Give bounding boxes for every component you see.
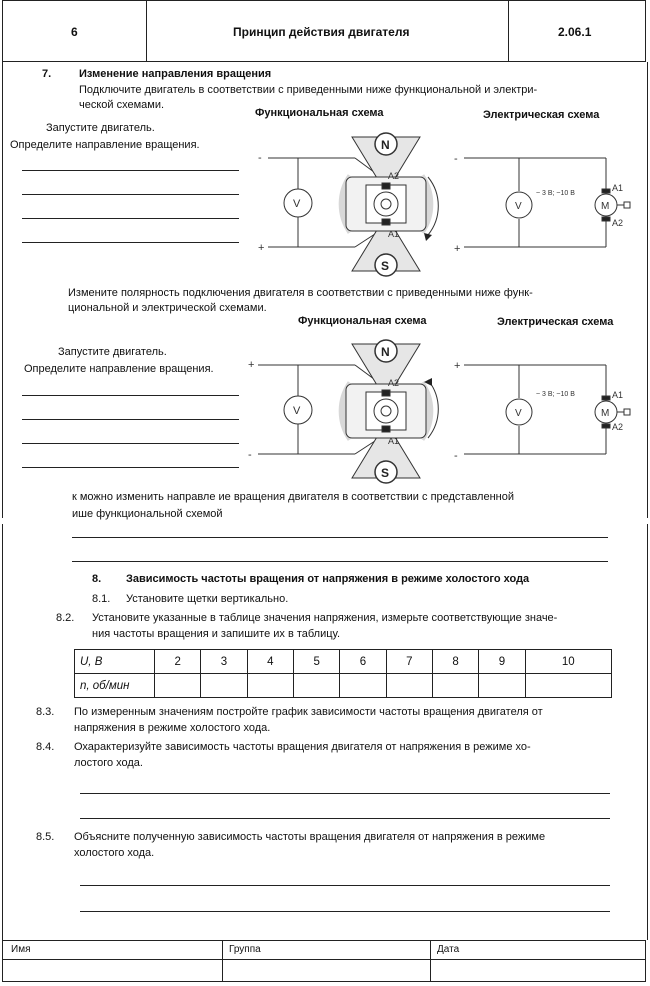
- terminal-a1-label: A1: [612, 390, 624, 400]
- north-pole-label: N: [381, 138, 390, 152]
- table-cell-speed-input[interactable]: [432, 674, 478, 698]
- item-8-3-line1: По измеренным значениям постройте график зависимости частоты вращения двигателя от: [74, 706, 543, 718]
- table-cell-speed-input[interactable]: [386, 674, 432, 698]
- answer-line[interactable]: [22, 419, 239, 420]
- footer-group-field[interactable]: [223, 960, 430, 981]
- plus-sign: +: [454, 360, 461, 372]
- answer-line[interactable]: [22, 218, 239, 219]
- electrical-diagram: [454, 153, 630, 255]
- voltage-range: ~ 3 В; ~10 В: [536, 391, 575, 398]
- page-number: 6: [71, 25, 78, 39]
- table-cell-speed-input[interactable]: [340, 674, 386, 698]
- motor-label: M: [601, 408, 610, 419]
- answer-line[interactable]: [22, 443, 239, 444]
- terminal-a1-label: A1: [388, 229, 400, 239]
- answer-line[interactable]: [72, 561, 608, 562]
- table-cell-speed-input[interactable]: [293, 674, 339, 698]
- item-8-2-line2: ния частоты вращения и запишите их в таблицу.: [92, 628, 341, 640]
- voltmeter-label: V: [293, 405, 301, 417]
- table-header-speed: n, об/мин: [75, 674, 155, 698]
- section-7-title: Изменение направления вращения: [79, 68, 272, 80]
- item-8-3-number: 8.3.: [36, 706, 55, 718]
- answer-line[interactable]: [80, 818, 610, 819]
- brush-top: [382, 183, 390, 189]
- plus-sign: +: [454, 243, 461, 255]
- footer-table: [2, 940, 646, 982]
- question-line1: к можно изменить направле ие вращения двигателя в соответствии с представленной: [72, 491, 515, 503]
- instruction-determine: Определите направление вращения.: [24, 363, 214, 375]
- header-table: [2, 0, 646, 62]
- answer-line[interactable]: [22, 395, 239, 396]
- north-pole-label: N: [381, 345, 390, 359]
- item-8-5-number: 8.5.: [36, 831, 55, 843]
- item-8-5-line1: Объясните полученную зависимость частоты вращения двигателя от напряжения в режиме: [74, 831, 546, 843]
- item-8-4-number: 8.4.: [36, 741, 55, 753]
- motor-label: M: [601, 201, 610, 212]
- electrical-diagram: [454, 360, 630, 462]
- instruction-determine: Определите направление вращения.: [10, 139, 200, 151]
- item-8-4-line2: лостого хода.: [74, 757, 143, 769]
- table-cell-voltage: 9: [479, 650, 525, 674]
- answer-line[interactable]: [22, 194, 239, 195]
- plus-sign: +: [258, 242, 265, 254]
- polarity-text-line2: циональной и электрической схемами.: [68, 302, 267, 314]
- diagram-1: [240, 125, 650, 285]
- page-title: Принцип действия двигателя: [233, 25, 410, 39]
- header-divider: [146, 1, 147, 61]
- south-pole-label: S: [381, 466, 390, 480]
- voltage-range: ~ 3 В; ~10 В: [536, 190, 575, 197]
- table-row: [75, 674, 612, 698]
- question-line2: ише функциональной схемой: [72, 508, 223, 520]
- table-cell-speed-input[interactable]: [247, 674, 293, 698]
- footer-name-label: Имя: [11, 944, 31, 955]
- electrical-diagram-title: Электрическая схема: [497, 316, 614, 328]
- answer-line[interactable]: [22, 170, 239, 171]
- terminal-a1-label: A1: [388, 436, 400, 446]
- table-cell-voltage: 8: [432, 650, 478, 674]
- table-cell-voltage: 3: [201, 650, 247, 674]
- instruction-start: Запустите двигатель.: [58, 346, 167, 358]
- minus-sign: -: [454, 153, 458, 165]
- answer-line[interactable]: [22, 467, 239, 468]
- brush-bottom: [382, 219, 390, 225]
- instruction-start: Запустите двигатель.: [46, 122, 155, 134]
- voltmeter-label: V: [293, 198, 301, 210]
- item-8-1-number: 8.1.: [92, 593, 111, 605]
- item-8-4-line1: Охарактеризуйте зависимость частоты вращения двигателя от напряжения в режиме хо-: [74, 741, 531, 753]
- voltmeter-label: V: [515, 201, 522, 212]
- answer-line[interactable]: [80, 911, 610, 912]
- brush-bottom: [382, 426, 390, 432]
- section-7-number: 7.: [42, 68, 52, 80]
- table-cell-voltage: 4: [247, 650, 293, 674]
- armature: [366, 185, 406, 223]
- footer-group-label: Группа: [229, 944, 261, 955]
- minus-sign: -: [454, 450, 458, 462]
- table-cell-speed-input[interactable]: [201, 674, 247, 698]
- voltmeter-label: V: [515, 408, 522, 419]
- answer-line[interactable]: [80, 793, 610, 794]
- minus-sign: -: [258, 152, 262, 164]
- header-divider: [508, 1, 509, 61]
- south-pole-label: S: [381, 259, 390, 273]
- table-cell-voltage: 6: [340, 650, 386, 674]
- table-cell-voltage: 7: [386, 650, 432, 674]
- item-8-3-line2: напряжения в режиме холостого хода.: [74, 722, 271, 734]
- functional-diagram-title: Функциональная схема: [298, 315, 427, 327]
- terminal-a2-label: A2: [612, 218, 624, 228]
- voltage-speed-table: [74, 649, 612, 698]
- functional-diagram: [248, 340, 438, 483]
- footer-date-field[interactable]: [431, 960, 645, 981]
- table-cell-voltage: 10: [525, 650, 611, 674]
- section-7-intro-line2: ческой схемами.: [79, 99, 165, 111]
- table-cell-voltage: 5: [293, 650, 339, 674]
- page-code: 2.06.1: [558, 25, 592, 39]
- terminal-a2-label: A2: [612, 422, 624, 432]
- item-8-2-number: 8.2.: [56, 612, 75, 624]
- functional-diagram-title: Функциональная схема: [255, 107, 384, 119]
- item-8-1-text: Установите щетки вертикально.: [126, 593, 289, 605]
- section-7-intro-line1: Подключите двигатель в соответствии с приведенными ниже функциональной и электри-: [79, 84, 538, 96]
- answer-line[interactable]: [80, 885, 610, 886]
- table-cell-speed-input[interactable]: [479, 674, 525, 698]
- minus-sign: -: [248, 449, 252, 461]
- item-8-2-line1: Установите указанные в таблице значения напряжения, измерьте соответствующие значе-: [92, 612, 558, 624]
- functional-diagram: [258, 133, 438, 276]
- footer-date-label: Дата: [437, 944, 460, 955]
- brush-top: [382, 390, 390, 396]
- answer-line[interactable]: [22, 242, 239, 243]
- polarity-text-line1: Измените полярность подключения двигателя в соответствии с приведенными ниже функ-: [68, 287, 533, 299]
- item-8-5-line2: холостого хода.: [74, 847, 155, 859]
- electrical-diagram-title: Электрическая схема: [483, 109, 600, 121]
- plus-sign: +: [248, 359, 255, 371]
- table-header-voltage: U, В: [75, 650, 155, 674]
- diagram-2: [240, 332, 650, 492]
- table-row: [75, 650, 612, 674]
- table-cell-speed-input[interactable]: [155, 674, 201, 698]
- section-8-number: 8.: [92, 573, 102, 585]
- terminal-a2-label: A2: [388, 171, 400, 181]
- answer-line[interactable]: [72, 537, 608, 538]
- terminal-a1-label: A1: [612, 183, 624, 193]
- terminal-a2-label: A2: [388, 378, 400, 388]
- armature: [366, 392, 406, 430]
- section-8-title: Зависимость частоты вращения от напряжения в режиме холостого хода: [126, 573, 530, 585]
- table-cell-voltage: 2: [155, 650, 201, 674]
- table-cell-speed-input[interactable]: [525, 674, 611, 698]
- footer-name-field[interactable]: [3, 960, 222, 981]
